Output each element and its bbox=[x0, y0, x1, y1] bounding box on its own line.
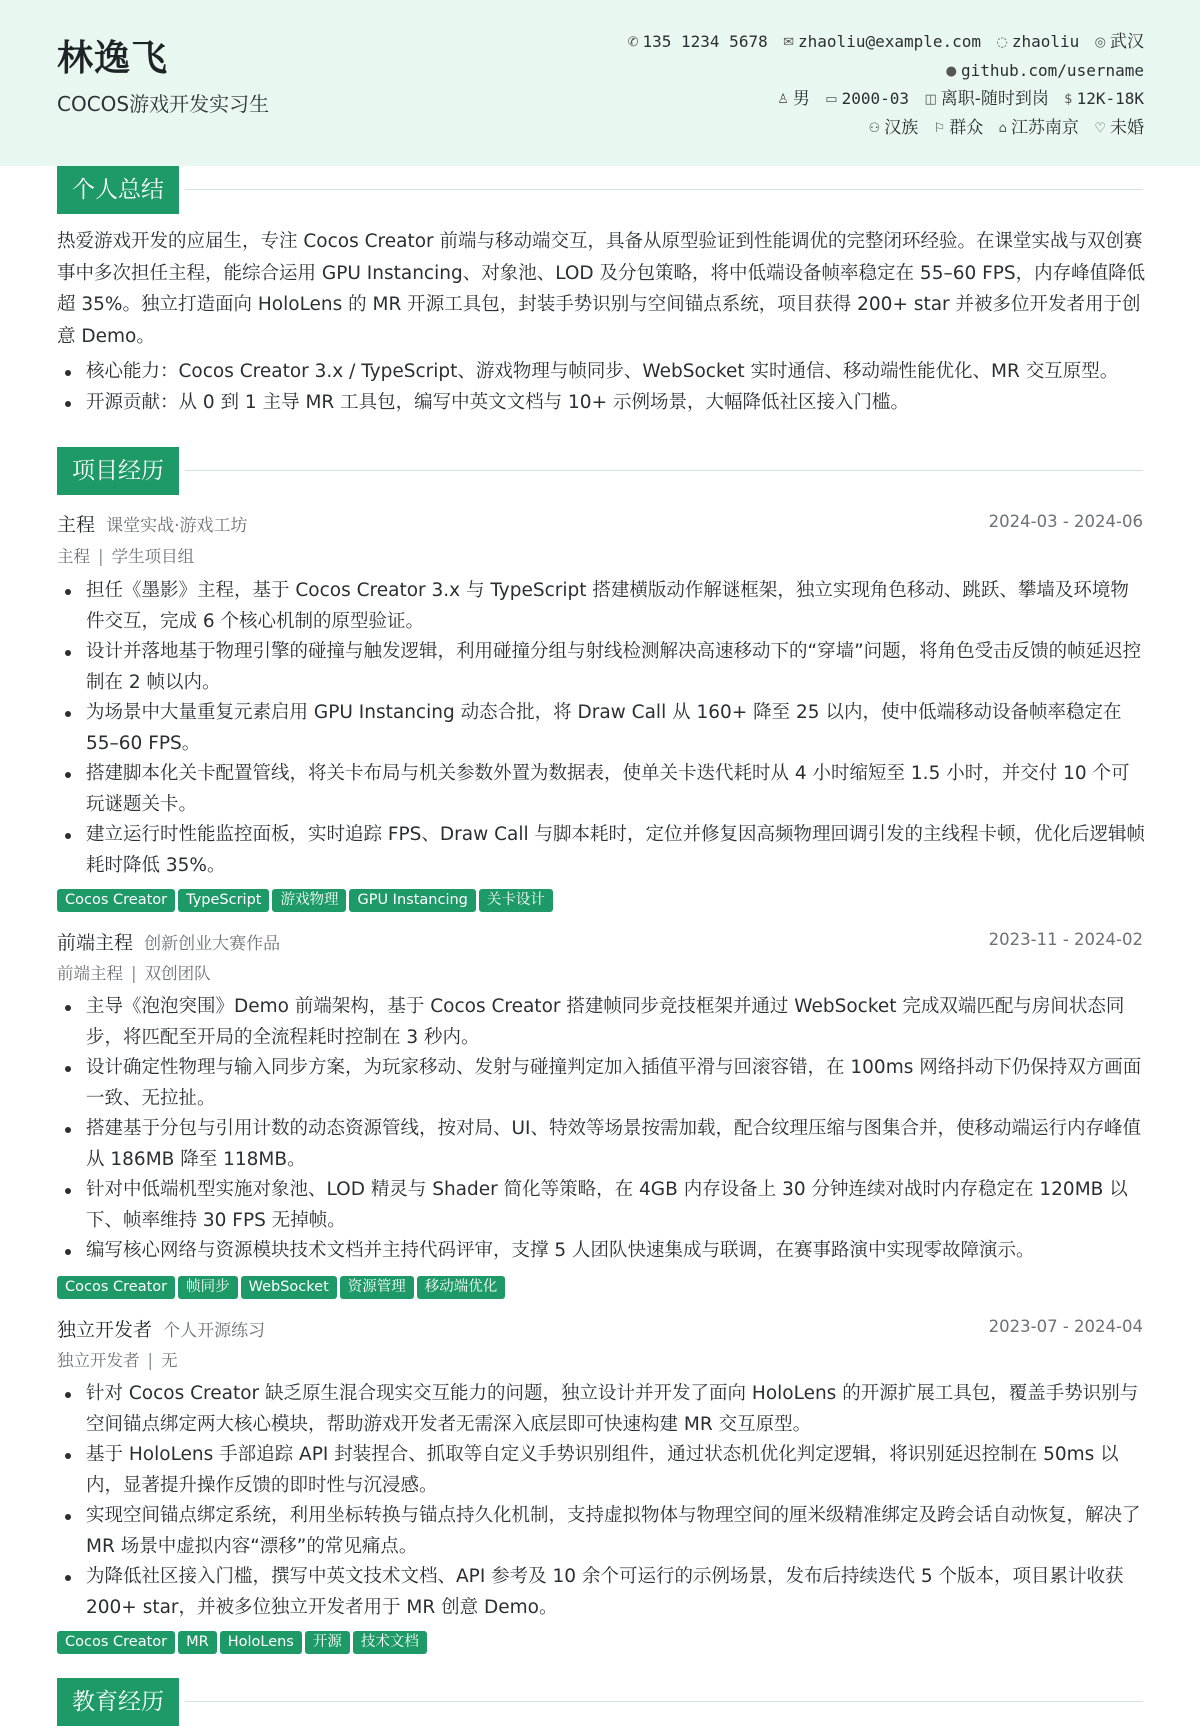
candidate-name: 林逸飞 bbox=[57, 38, 169, 79]
project-header bbox=[57, 1315, 1143, 1341]
contact-info bbox=[618, 28, 1144, 142]
project-org: 个人开源练习 bbox=[163, 1321, 266, 1341]
skill-tag: WebSocket bbox=[241, 1276, 337, 1299]
skill-tag: 资源管理 bbox=[340, 1276, 414, 1299]
phone-item: ✆ 135 1234 5678 bbox=[628, 28, 768, 58]
status-item: ◫ 离职-随时到岗 bbox=[924, 85, 1048, 115]
project-team: 无 bbox=[161, 1351, 178, 1370]
list-item: 基于 HoloLens 手部追踪 API 封装捏合、抓取等自定义手势识别组件，通过状态机优化判定逻辑，将识别延迟控制在 50ms 以内，显著提升操作反馈的即时性与沉浸感。 bbox=[57, 1440, 1147, 1501]
user-icon: ♙ bbox=[777, 92, 789, 107]
flag-icon: ⚐ bbox=[933, 120, 946, 136]
project-subline: 主程 | 学生项目组 bbox=[57, 547, 195, 566]
section-divider bbox=[185, 470, 1143, 471]
skill-tag: Cocos Creator bbox=[57, 1631, 175, 1654]
project-org: 创新创业大赛作品 bbox=[144, 934, 281, 954]
location-item: ◎ 武汉 bbox=[1095, 28, 1144, 58]
project-date: 2023-11 - 2024-02 bbox=[988, 930, 1143, 949]
project-subrole: 前端主程 bbox=[57, 964, 123, 983]
politics-item: ⚐ 群众 bbox=[934, 114, 984, 144]
project-subline: 独立开发者 | 无 bbox=[57, 1351, 178, 1370]
section-divider bbox=[185, 189, 1143, 190]
project-subrole: 主程 bbox=[57, 547, 90, 566]
list-item: 编写核心网络与资源模块技术文档并主持代码评审，支撑 5 人团队快速集成与联调，在赛事路演中实现零故障演示。 bbox=[57, 1236, 1147, 1267]
skill-tag: TypeScript bbox=[178, 889, 269, 912]
salary-item: $ 12K-18K bbox=[1064, 85, 1144, 115]
list-item: 开源贡献：从 0 到 1 主导 MR 工具包，编写中英文文档与 10+ 示例场景，大幅降低社区接入门槛。 bbox=[57, 388, 1147, 419]
list-item: 搭建脚本化关卡配置管线，将关卡布局与机关参数外置为数据表，使单关卡迭代耗时从 4 小时缩短至 1.5 小时，并交付 10 个可玩谜题关卡。 bbox=[57, 759, 1147, 820]
people-icon: ⚇ bbox=[868, 120, 881, 136]
skill-tag: 开源 bbox=[305, 1631, 350, 1654]
project-date: 2023-07 - 2024-04 bbox=[988, 1317, 1143, 1336]
project-role: 前端主程 bbox=[57, 932, 134, 954]
skill-tag: Cocos Creator bbox=[57, 889, 175, 912]
project-subrole: 独立开发者 bbox=[57, 1351, 140, 1370]
phone-icon: ✆ bbox=[627, 35, 639, 50]
education-section-header bbox=[57, 1678, 1143, 1726]
wechat-icon: ◌ bbox=[996, 35, 1008, 50]
heart-icon: ♡ bbox=[1094, 120, 1106, 136]
project-tags bbox=[57, 1276, 508, 1300]
skill-tag: HoloLens bbox=[220, 1631, 302, 1654]
skill-tag: Cocos Creator bbox=[57, 1276, 175, 1299]
list-item: 担任《墨影》主程，基于 Cocos Creator 3.x 与 TypeScript 搭建横版动作解谜框架，独立实现角色移动、跳跃、攀墙及环境物件交互，完成 6 个核心机制的原型验证。 bbox=[57, 576, 1147, 637]
job-title: COCOS游戏开发实习生 bbox=[57, 92, 270, 116]
project-header bbox=[57, 928, 1143, 954]
project-date: 2024-03 - 2024-06 bbox=[988, 512, 1143, 531]
project-team: 学生项目组 bbox=[111, 547, 195, 566]
list-item: 针对 Cocos Creator 缺乏原生混合现实交互能力的问题，独立设计并开发了面向 HoloLens 的开源扩展工具包，覆盖手势识别与空间锚点绑定两大核心模块，帮助游戏开发者无需深入底层即可快速构建 MR 交互原型。 bbox=[57, 1379, 1147, 1440]
project-bullets bbox=[57, 992, 1147, 1267]
list-item: 核心能力：Cocos Creator 3.x / TypeScript、游戏物理与帧同步、WebSocket 实时通信、移动端性能优化、MR 交互原型。 bbox=[57, 357, 1147, 388]
email-item[interactable]: ✉ zhaoliu@example.com bbox=[783, 28, 981, 58]
skill-tag: 技术文档 bbox=[353, 1631, 427, 1654]
briefcase-icon: ◫ bbox=[924, 92, 937, 107]
project-tags bbox=[57, 889, 556, 913]
project-role: 主程 bbox=[57, 514, 96, 536]
section-title-summary: 个人总结 bbox=[57, 166, 179, 214]
home-icon: ⌂ bbox=[998, 120, 1007, 136]
birth-item: ▭ 2000-03 bbox=[825, 85, 909, 115]
skill-tag: 游戏物理 bbox=[272, 889, 346, 912]
skill-tag: GPU Instancing bbox=[349, 889, 475, 912]
project-role: 独立开发者 bbox=[57, 1319, 153, 1341]
list-item: 搭建基于分包与引用计数的动态资源管线，按对局、UI、特效等场景按需加载，配合纹理压缩与图集合并，使移动端运行内存峰值从 186MB 降至 118MB。 bbox=[57, 1114, 1147, 1175]
gender-item: ♙ 男 bbox=[777, 85, 810, 115]
section-divider bbox=[185, 1701, 1143, 1702]
project-bullets bbox=[57, 1379, 1147, 1623]
project-header bbox=[57, 510, 1143, 536]
location-pin-icon: ◎ bbox=[1094, 35, 1106, 50]
project-tags bbox=[57, 1631, 430, 1655]
section-title-education: 教育经历 bbox=[57, 1678, 179, 1726]
list-item: 实现空间锚点绑定系统，利用坐标转换与锚点持久化机制，支持虚拟物体与物理空间的厘米级精准绑定及跨会话自动恢复，解决了 MR 场景中虚拟内容“漂移”的常见痛点。 bbox=[57, 1501, 1147, 1562]
resume-header bbox=[0, 0, 1200, 166]
list-item: 为降低社区接入门槛，撰写中英文技术文档、API 参考及 10 余个可运行的示例场景，发布后持续迭代 5 个版本，项目累计收获 200+ star，并被多位独立开发者用于 MR 创意 Demo。 bbox=[57, 1562, 1147, 1623]
list-item: 主导《泡泡突围》Demo 前端架构，基于 Cocos Creator 搭建帧同步竞技框架并通过 WebSocket 完成双端匹配与房间状态同步，将匹配至开局的全流程耗时控制在 3 秒内。 bbox=[57, 992, 1147, 1053]
section-title-projects: 项目经历 bbox=[57, 447, 179, 495]
skill-tag: 关卡设计 bbox=[479, 889, 553, 912]
list-item: 设计并落地基于物理引擎的碰撞与触发逻辑，利用碰撞分组与射线检测解决高速移动下的“穿墙”问题，将角色受击反馈的帧延迟控制在 2 帧以内。 bbox=[57, 637, 1147, 698]
wechat-item: ◌ zhaoliu bbox=[996, 28, 1079, 58]
marital-item: ♡ 未婚 bbox=[1094, 114, 1144, 144]
skill-tag: 帧同步 bbox=[178, 1276, 238, 1299]
github-icon: ● bbox=[945, 63, 957, 79]
summary-section-header bbox=[57, 166, 1143, 214]
summary-text: 热爱游戏开发的应届生，专注 Cocos Creator 前端与移动端交互，具备从原型验证到性能调优的完整闭环经验。在课堂实战与双创赛事中多次担任主程，能综合运用 GPU Instancing、对象池、LOD 及分包策略，将中低端设备帧率稳定在 55–60 FPS，内存峰值降低超 35%。独立打造面向 HoloLens 的 MR 开源工具包，封装手势识别与空间锚点系统，项目获得 200+ star 并被多位开发者用于创意 Demo。 bbox=[57, 231, 1146, 347]
skill-tag: MR bbox=[178, 1631, 217, 1654]
github-item[interactable]: ● github.com/username bbox=[946, 57, 1144, 87]
mail-icon: ✉ bbox=[783, 35, 795, 50]
coin-icon: $ bbox=[1064, 92, 1073, 107]
project-org: 课堂实战·游戏工坊 bbox=[106, 516, 248, 536]
list-item: 设计确定性物理与输入同步方案，为玩家移动、发射与碰撞判定加入插值平滑与回滚容错，在 100ms 网络抖动下仍保持双方画面一致、无拉扯。 bbox=[57, 1053, 1147, 1114]
projects-section-header bbox=[57, 447, 1143, 495]
ethnicity-item: ⚇ 汉族 bbox=[869, 114, 919, 144]
skill-tag: 移动端优化 bbox=[417, 1276, 506, 1299]
calendar-icon: ▭ bbox=[825, 92, 838, 107]
project-bullets bbox=[57, 576, 1147, 881]
list-item: 针对中低端机型实施对象池、LOD 精灵与 Shader 简化等策略，在 4GB 内存设备上 30 分钟连续对战时内存稳定在 120MB 以下、帧率维持 30 FPS 无掉帧。 bbox=[57, 1175, 1147, 1236]
project-team: 双创团队 bbox=[144, 964, 211, 983]
list-item: 为场景中大量重复元素启用 GPU Instancing 动态合批，将 Draw Call 从 160+ 降至 25 以内，使中低端移动设备帧率稳定在 55–60 FPS。 bbox=[57, 698, 1147, 759]
summary-bullets bbox=[57, 357, 1147, 418]
hometown-item: ⌂ 江苏南京 bbox=[999, 114, 1079, 144]
list-item: 建立运行时性能监控面板，实时追踪 FPS、Draw Call 与脚本耗时，定位并修复因高频物理回调引发的主线程卡顿，优化后逻辑帧耗时降低 35%。 bbox=[57, 820, 1147, 881]
project-subline: 前端主程 | 双创团队 bbox=[57, 964, 211, 983]
